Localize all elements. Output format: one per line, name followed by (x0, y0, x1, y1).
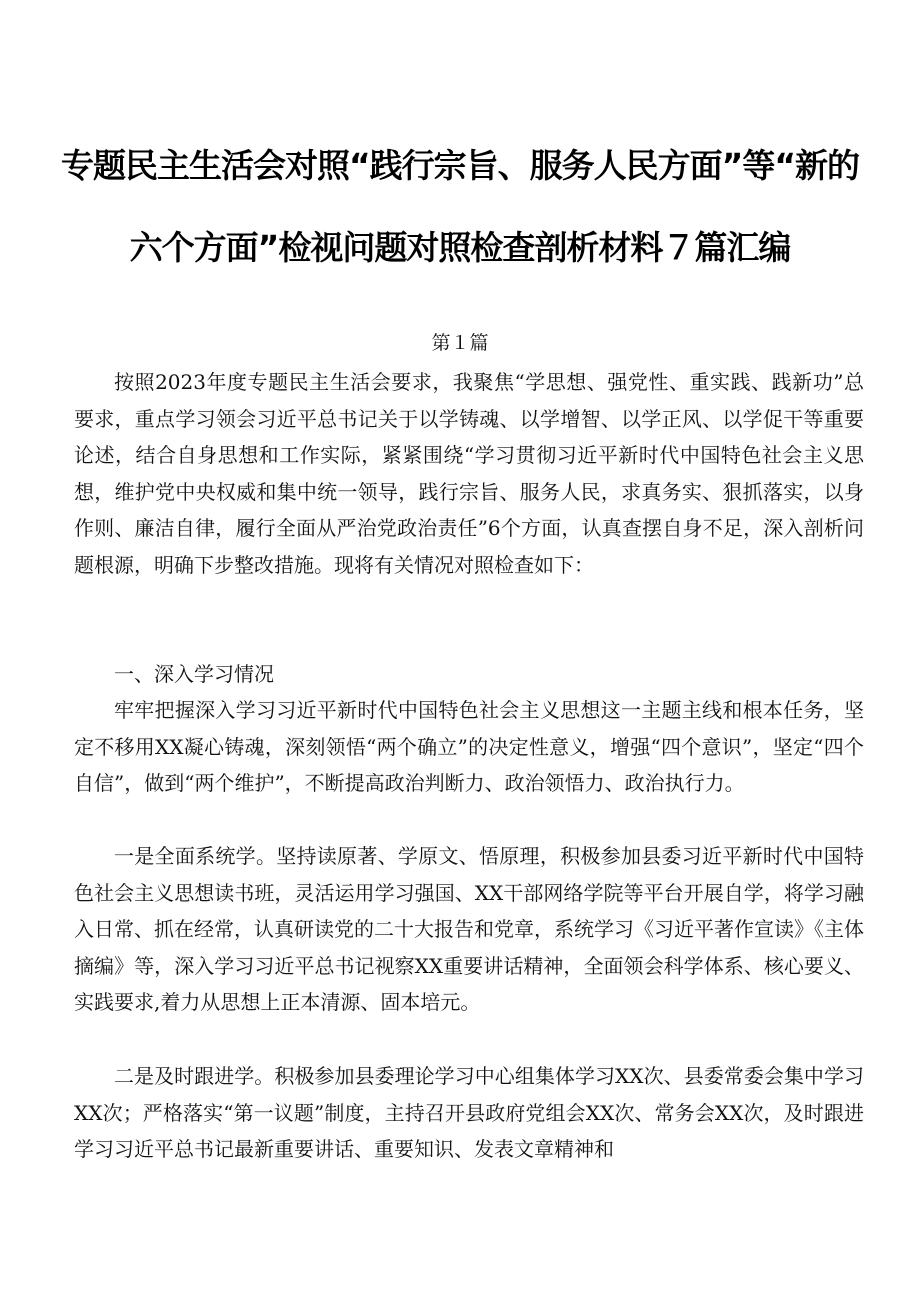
section-heading: 一、深入学习情况 (114, 662, 274, 686)
document-title-line-2: 六个方面”检视问题对照检查剖析材料７篇汇编 (129, 228, 791, 267)
paragraph-text: 牢牢把握深入学习习近平新时代中国特色社会主义思想这一主题主线和根本任务，坚定不移用XX凝心铸魂，深刻领悟“两个确立”的决定性意义，增强“四个意识”，坚定“四个自信”，做到“两个维护”，不断提高政治判断力、政治领悟力、政治执行力。 (74, 698, 864, 795)
paragraph-text: 一是全面系统学。坚持读原著、学原文、悟原理，积极参加县委习近平新时代中国特色社会主义思想读书班，灵活运用学习强国、XX干部网络学院等平台开展自学，将学习融入日常、抓在经常，认真研读党的二十大报告和党章，系统学习《习近平著作宣读》《主体摘编》等，深入学习习近平总书记视察XX重要讲话精神，全面领会科学体系、核心要义、实践要求,着力从思想上正本清源、固本培元。 (74, 844, 864, 1014)
paragraph-study-overview (74, 692, 864, 802)
paragraph-heading-study (74, 656, 864, 693)
paragraph-systematic-study (74, 838, 864, 1021)
paragraph-intro (74, 364, 864, 583)
paragraph-text: 二是及时跟进学。积极参加县委理论学习中心组集体学习XX次、县委常委会集中学习XX次；严格落实“第一议题”制度，主持召开县政府党组会XX次、常务会XX次，及时跟进学习习近平总书记最新重要讲话、重要知识、发表文章精神和 (74, 1064, 864, 1161)
paragraph-timely-study (74, 1058, 864, 1168)
paragraph-text: 按照2023年度专题民主生活会要求，我聚焦“学思想、强党性、重实践、践新功”总要求，重点学习领会习近平总书记关于以学铸魂、以学增智、以学正风、以学促干等重要论述，结合自身思想和工作实际，紧紧围绕“学习贯彻习近平新时代中国特色社会主义思想，维护党中央权威和集中统一领导，践行宗旨、服务人民，求真务实、狠抓落实，以身作则、廉洁自律，履行全面从严治党政治责任”6个方面，认真查摆自身不足，深入剖析问题根源，明确下步整改措施。现将有关情况对照检查如下： (74, 370, 864, 577)
document-title-line-1: 专题民主生活会对照“践行宗旨、服务人民方面”等“新的 (60, 146, 860, 185)
section-label: 第１篇 (431, 332, 489, 354)
